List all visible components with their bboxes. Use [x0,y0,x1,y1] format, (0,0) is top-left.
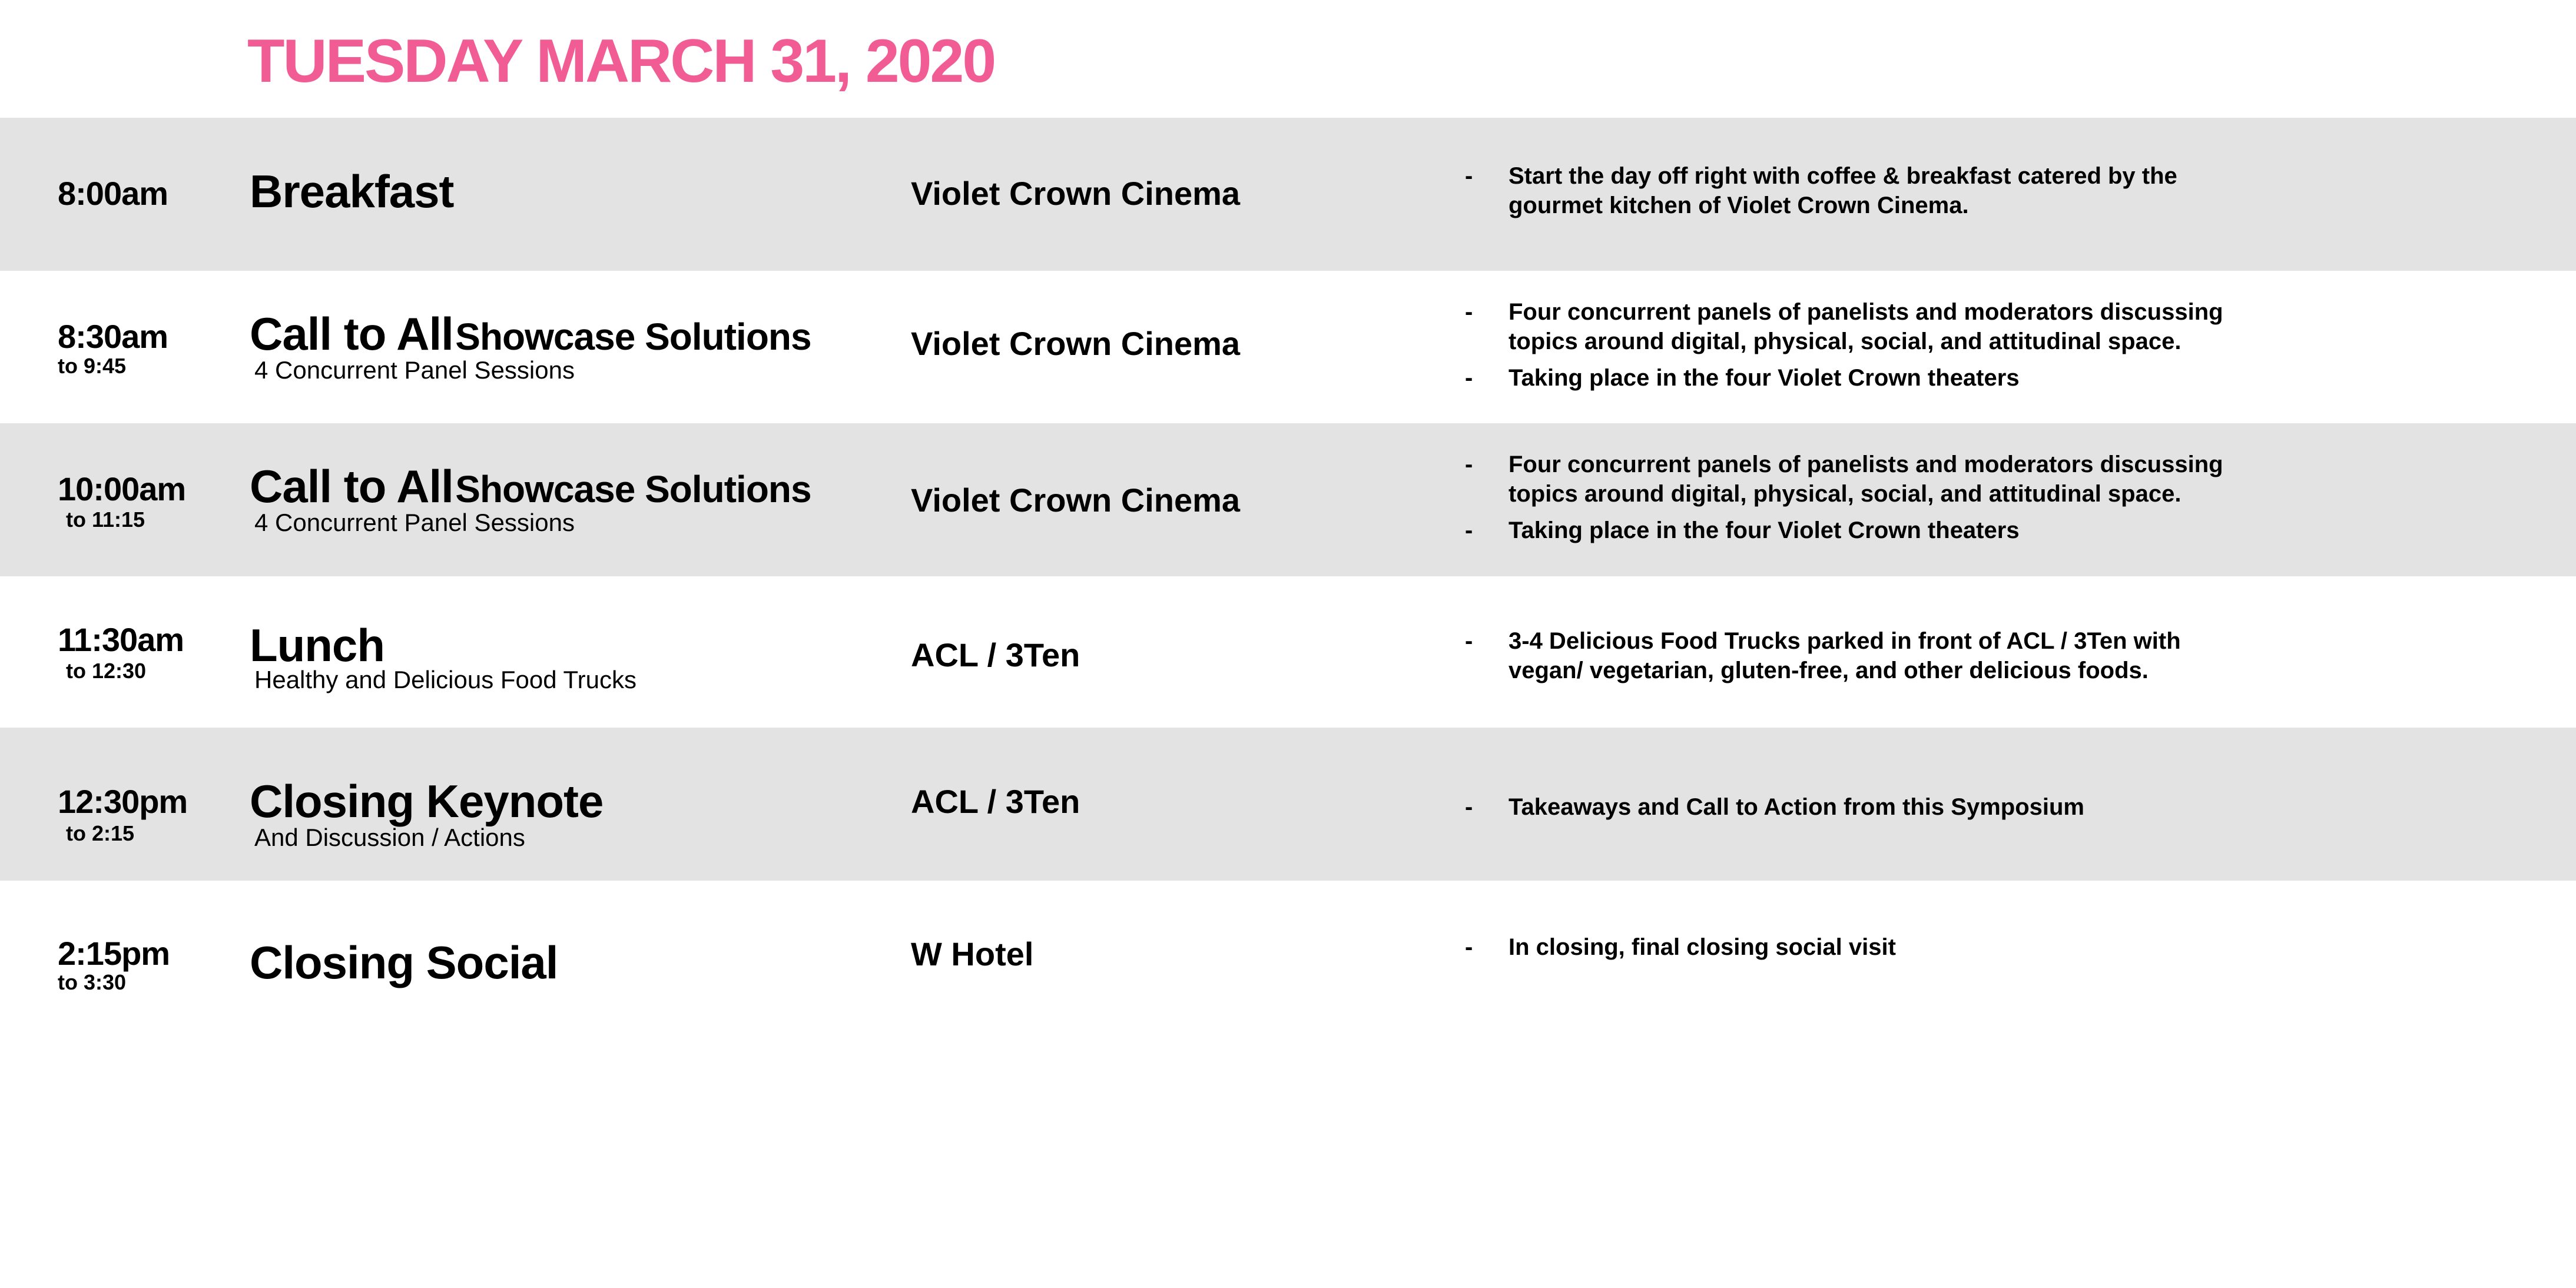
notes-list [1460,932,2255,969]
venue: W Hotel [911,935,1034,972]
start-time: 10:00am [58,470,186,507]
venue: Violet Crown Cinema [911,175,1241,212]
bullet-dash: - [1465,934,1473,960]
note-item: - In closing, final closing social visit [1460,932,2255,962]
session-title-main: Closing Social [250,937,558,988]
start-time: 8:30am [58,318,168,355]
session-title [250,619,384,671]
note-item: - Takeaways and Call to Action from this Symposium [1460,792,2255,822]
notes-list [1460,792,2255,829]
notes-list [1460,161,2255,227]
session-subtitle: 4 Concurrent Panel Sessions [254,509,575,536]
session-title-main: Lunch [250,619,384,671]
start-time: 12:30pm [58,783,188,820]
session-subtitle: 4 Concurrent Panel Sessions [254,356,575,384]
session-title-main: Closing Keynote [250,775,604,827]
venue: ACL / 3Ten [911,783,1080,820]
bullet-dash: - [1465,628,1473,654]
session-title [250,937,558,988]
session-title [250,308,811,360]
schedule-row-call-to-all-1 [0,271,2576,424]
note-item: - Four concurrent panels of panelists and moderators discussing topics around digital, physical, social, and attitudinal space. [1460,297,2255,356]
venue: Violet Crown Cinema [911,482,1241,519]
end-time: to 9:45 [58,354,127,378]
bullet-dash: - [1465,299,1473,325]
session-title-main: Call to All [250,460,453,512]
notes-list [1460,450,2255,552]
bullet-dash: - [1465,163,1473,189]
schedule-row-call-to-all-2 [0,423,2576,576]
start-time: 8:00am [58,175,168,212]
note-item: - Taking place in the four Violet Crown theaters [1460,516,2255,545]
session-title-main: Call to All [250,308,453,360]
end-time: to 12:30 [66,659,147,683]
session-subtitle: And Discussion / Actions [254,824,525,851]
session-title [250,775,604,827]
schedule-row-closing-keynote [0,728,2576,881]
bullet-dash: - [1465,794,1473,820]
bullet-dash: - [1465,452,1473,477]
note-item: - Start the day off right with coffee & breakfast catered by the gourmet kitchen of Violet Crown Cinema. [1460,161,2255,220]
schedule-row-lunch [0,576,2576,729]
notes-list [1460,626,2255,692]
note-item: - 3-4 Delicious Food Trucks parked in front of ACL / 3Ten with vegan/ vegetarian, gluten-free, and other delicious foods. [1460,626,2255,685]
notes-list [1460,297,2255,400]
session-title-secondary: Showcase Solutions [455,316,811,358]
end-time: to 11:15 [66,507,145,532]
venue: ACL / 3Ten [911,636,1080,673]
end-time: to 3:30 [58,970,127,994]
venue: Violet Crown Cinema [911,325,1241,362]
session-title [250,460,811,512]
page-title: TUESDAY MARCH 31, 2020 [247,27,995,95]
note-item: - Four concurrent panels of panelists and moderators discussing topics around digital, physical, social, and attitudinal space. [1460,450,2255,509]
bullet-dash: - [1465,365,1473,391]
note-item: - Taking place in the four Violet Crown theaters [1460,363,2255,393]
start-time: 2:15pm [58,935,170,972]
schedule-row-closing-social [0,881,2576,1034]
session-subtitle: Healthy and Delicious Food Trucks [254,666,636,693]
end-time: to 2:15 [66,821,135,845]
schedule-row-breakfast [0,118,2576,271]
session-title [250,165,454,217]
session-title-main: Breakfast [250,165,454,217]
session-title-secondary: Showcase Solutions [455,468,811,510]
bullet-dash: - [1465,517,1473,543]
start-time: 11:30am [58,621,184,658]
